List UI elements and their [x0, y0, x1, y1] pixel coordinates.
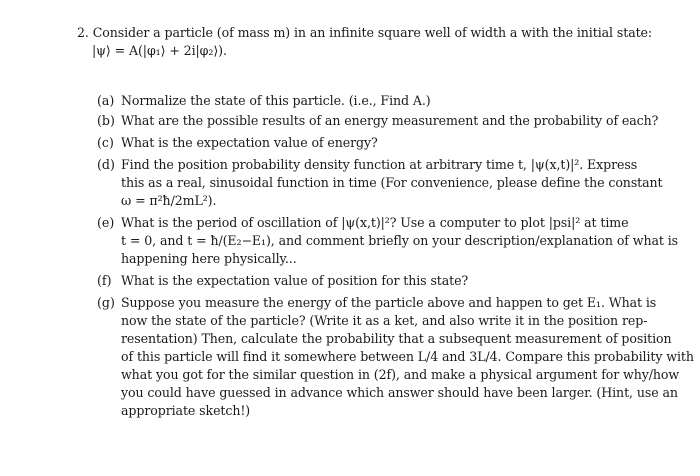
part-line: Normalize the state of this particle. (i.e., Find A.): [121, 93, 431, 108]
part-text: [121, 294, 694, 420]
part-label: (d): [97, 157, 115, 172]
part-text: [121, 112, 659, 130]
part-text: [121, 92, 651, 110]
problem-intro-line-1: 2. Consider a particle (of mass m) in an infinite square well of width a with the initial state:: [77, 25, 653, 40]
part-line: of this particle will find it somewhere between L/4 and 3L/4. Compare this probability with: [121, 349, 694, 364]
part-line: resentation) Then, calculate the probability that a subsequent measurement of position: [121, 331, 672, 346]
part-text: [121, 134, 651, 152]
part-line: ω = π²ħ/2mL²).: [121, 193, 217, 208]
part-line: Suppose you measure the energy of the particle above and happen to get E₁. What is: [121, 295, 657, 310]
part-line: t = 0, and t = ħ/(E₂−E₁), and comment briefly on your description/explanation of what is: [121, 233, 679, 248]
part-line: Find the position probability density function at arbitrary time t, |ψ(x,t)|². Express: [121, 157, 638, 172]
part-label: (f): [97, 273, 112, 288]
part-line: What is the expectation value of position for this state?: [121, 273, 469, 288]
part-text: [121, 156, 663, 210]
part-label: (a): [97, 93, 115, 108]
part-line: happening here physically...: [121, 251, 297, 266]
part-label: (g): [97, 295, 115, 310]
part-line: this as a real, sinusoidal function in time (For convenience, please define the constant: [121, 175, 663, 190]
part-text: [121, 214, 679, 268]
part-line: What is the expectation value of energy?: [121, 135, 378, 150]
part-line: what you got for the similar question in (2f), and make a physical argument for why/how: [121, 367, 680, 382]
part-line: What is the period of oscillation of |ψ(x,t)|²? Use a computer to plot |psi|² at time: [121, 215, 629, 230]
part-line: What are the possible results of an energy measurement and the probability of each?: [121, 113, 659, 128]
part-label: (b): [97, 113, 115, 128]
part-line: now the state of the particle? (Write it as a ket, and also write it in the position rep-: [121, 313, 648, 328]
part-line: you could have guessed in advance which answer should have been larger. (Hint, use an: [121, 385, 678, 400]
part-line: appropriate sketch!): [121, 403, 251, 418]
part-text: [121, 272, 651, 290]
part-label: (c): [97, 135, 114, 150]
problem-intro-line-2: |ψ⟩ = A(|φ₁⟩ + 2i|φ₂⟩).: [92, 43, 227, 58]
part-label: (e): [97, 215, 115, 230]
